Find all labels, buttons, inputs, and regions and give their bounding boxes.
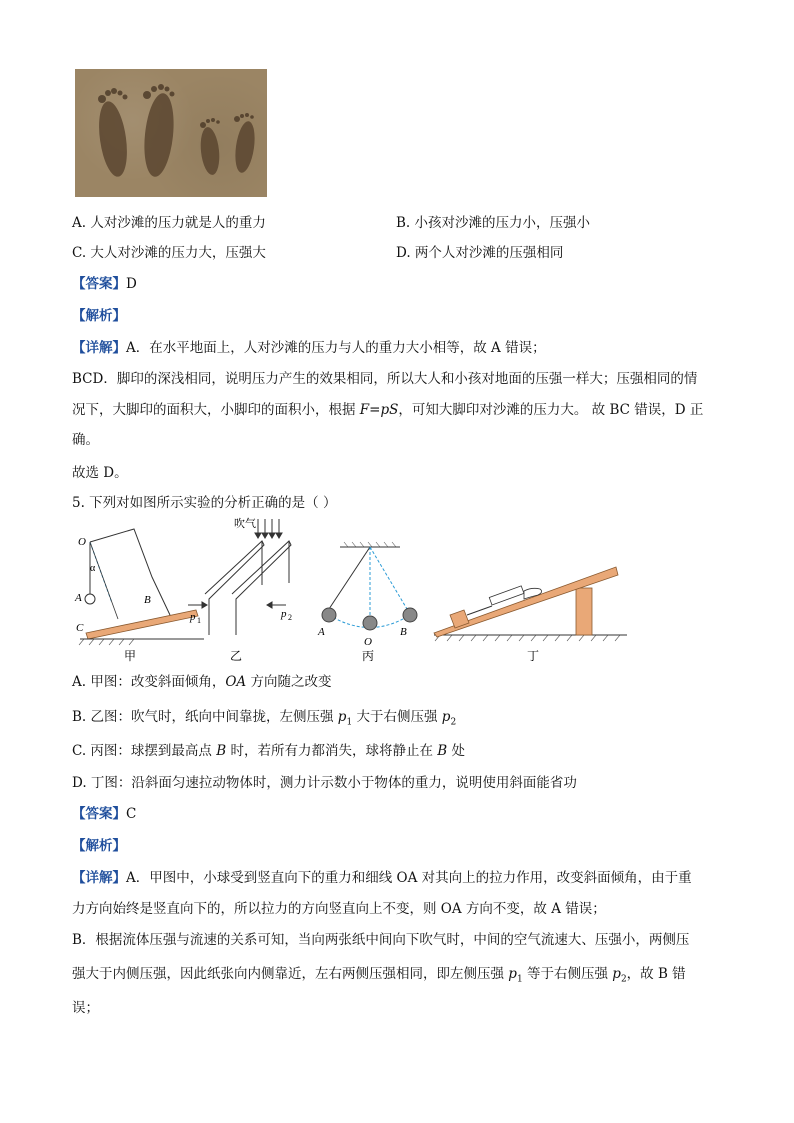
- q4-detail-line-4: 确。: [72, 432, 99, 448]
- detail-text: A．在水平地面上，人对沙滩的压力与人的重力大小相等，故 A 错误；: [126, 340, 546, 356]
- label-p1-sub: 1: [197, 616, 201, 625]
- label-p2: p: [281, 608, 287, 620]
- option-text: B. 乙图：吹气时，纸向中间靠拢，左侧压强: [72, 709, 338, 725]
- option-text: A. 甲图：改变斜面倾角，: [72, 674, 226, 690]
- q5-experiment-figures: [72, 515, 632, 665]
- analysis-tag: 【解析】: [72, 838, 126, 854]
- caption-jia: 甲: [124, 649, 137, 663]
- label-C: C: [76, 622, 84, 634]
- detail-text: ，故 B 错: [626, 966, 686, 982]
- option-text: C. 丙图：球摆到最高点: [72, 743, 217, 759]
- q5-option-a: [72, 672, 331, 692]
- q4-detail-line-2: BCD．脚印的深浅相同，说明压力产生的效果相同，所以大人和小孩对地面的压强一样大；压强相同的情: [72, 371, 698, 387]
- symbol-B: B: [437, 743, 448, 759]
- q5-detail-line-2: 力方向始终是竖直向下的，所以拉力的方向竖直向上不变，则 OA 方向不变，故 A 错误；: [72, 901, 606, 917]
- detail-text: ，可知大脚印对沙滩的压力大。 故 BC 错误，D 正: [398, 402, 704, 418]
- symbol-p2: p: [441, 709, 451, 725]
- option-text: 时，若所有力都消失，球将静止在: [226, 743, 438, 759]
- subscript: 1: [346, 717, 353, 728]
- caption-bing: 丙: [362, 649, 375, 663]
- q5-option-c: [72, 741, 465, 761]
- q5-answer: [72, 804, 136, 824]
- symbol-p1: p: [508, 966, 517, 982]
- subscript: 2: [620, 974, 627, 985]
- q4-detail-line-1: [72, 338, 546, 358]
- label-p2-sub: 2: [288, 613, 292, 622]
- q4-analysis-tag: [72, 306, 126, 326]
- label-O: O: [78, 536, 86, 548]
- symbol-p1: p: [337, 709, 347, 725]
- q4-option-c: C. 大人对沙滩的压力大，压强大: [72, 245, 266, 261]
- caption-ding: 丁: [527, 649, 540, 663]
- detail-tag: 【详解】: [72, 870, 126, 886]
- detail-text: 况下，大脚印的面积大，小脚印的面积小，根据: [72, 402, 360, 418]
- q5-option-d: D. 丁图：沿斜面匀速拉动物体时，测力计示数小于物体的重力，说明使用斜面能省功: [72, 775, 577, 791]
- figure-yi: [188, 516, 292, 663]
- figure-bing: [317, 542, 417, 663]
- symbol-OA: OA: [225, 674, 247, 690]
- q5-detail-line-4: [72, 964, 686, 990]
- detail-text: A．甲图中，小球受到竖直向下的重力和细线 OA 对其向上的拉力作用，改变斜面倾角，由于重: [126, 870, 692, 886]
- option-text: 处: [447, 743, 465, 759]
- label-alpha: α: [90, 563, 96, 574]
- answer-tag: 【答案】: [72, 806, 126, 822]
- q4-option-a: A. 人对沙滩的压力就是人的重力: [72, 215, 266, 231]
- subscript: 1: [516, 974, 523, 985]
- detail-text: 等于右侧压强: [522, 966, 613, 982]
- answer-value: C: [126, 806, 137, 822]
- label-ball-B: B: [400, 626, 407, 638]
- formula: F=pS: [359, 402, 399, 418]
- detail-tag: 【详解】: [72, 340, 126, 356]
- q5-detail-line-3: B．根据流体压强与流速的关系可知，当向两张纸中间向下吹气时，中间的空气流速大、压强小，两侧压: [72, 932, 690, 948]
- subscript: 2: [450, 717, 457, 728]
- option-text: 方向随之改变: [246, 674, 332, 690]
- q4-option-b: B. 小孩对沙滩的压力小，压强小: [396, 215, 591, 231]
- symbol-B: B: [216, 743, 227, 759]
- q4-detail-line-3: [72, 400, 703, 420]
- footprints-photo: [75, 69, 267, 197]
- figure-ding: [434, 567, 627, 663]
- answer-tag: 【答案】: [72, 276, 126, 292]
- option-text: 大于右侧压强: [352, 709, 442, 725]
- caption-yi: 乙: [230, 649, 243, 663]
- footprints-illustration: [75, 69, 267, 197]
- q5-option-b: [72, 707, 456, 733]
- figure-jia: [74, 529, 204, 663]
- q4-conclusion: 故选 D。: [72, 465, 128, 481]
- q4-answer: [72, 274, 137, 294]
- label-p1: p: [190, 611, 196, 623]
- detail-text: 强大于内侧压强，因此纸张向内侧靠近，左右两侧压强相同，即左侧压强: [72, 966, 509, 982]
- analysis-tag: 【解析】: [72, 308, 126, 324]
- symbol-p2: p: [612, 966, 621, 982]
- label-B: B: [144, 594, 151, 606]
- label-A: A: [75, 592, 82, 604]
- q4-option-d: D. 两个人对沙滩的压强相同: [396, 245, 564, 261]
- q5-analysis-tag: [72, 836, 126, 856]
- answer-value: D: [126, 276, 137, 292]
- q5-detail-line-5: 误；: [72, 1000, 99, 1016]
- label-ball-O: O: [364, 636, 372, 648]
- q5-detail-line-1: [72, 868, 692, 888]
- q5-stem: 5. 下列对如图所示实验的分析正确的是（ ）: [72, 495, 337, 511]
- label-ball-A: A: [318, 626, 325, 638]
- label-blow: 吹气: [234, 517, 256, 530]
